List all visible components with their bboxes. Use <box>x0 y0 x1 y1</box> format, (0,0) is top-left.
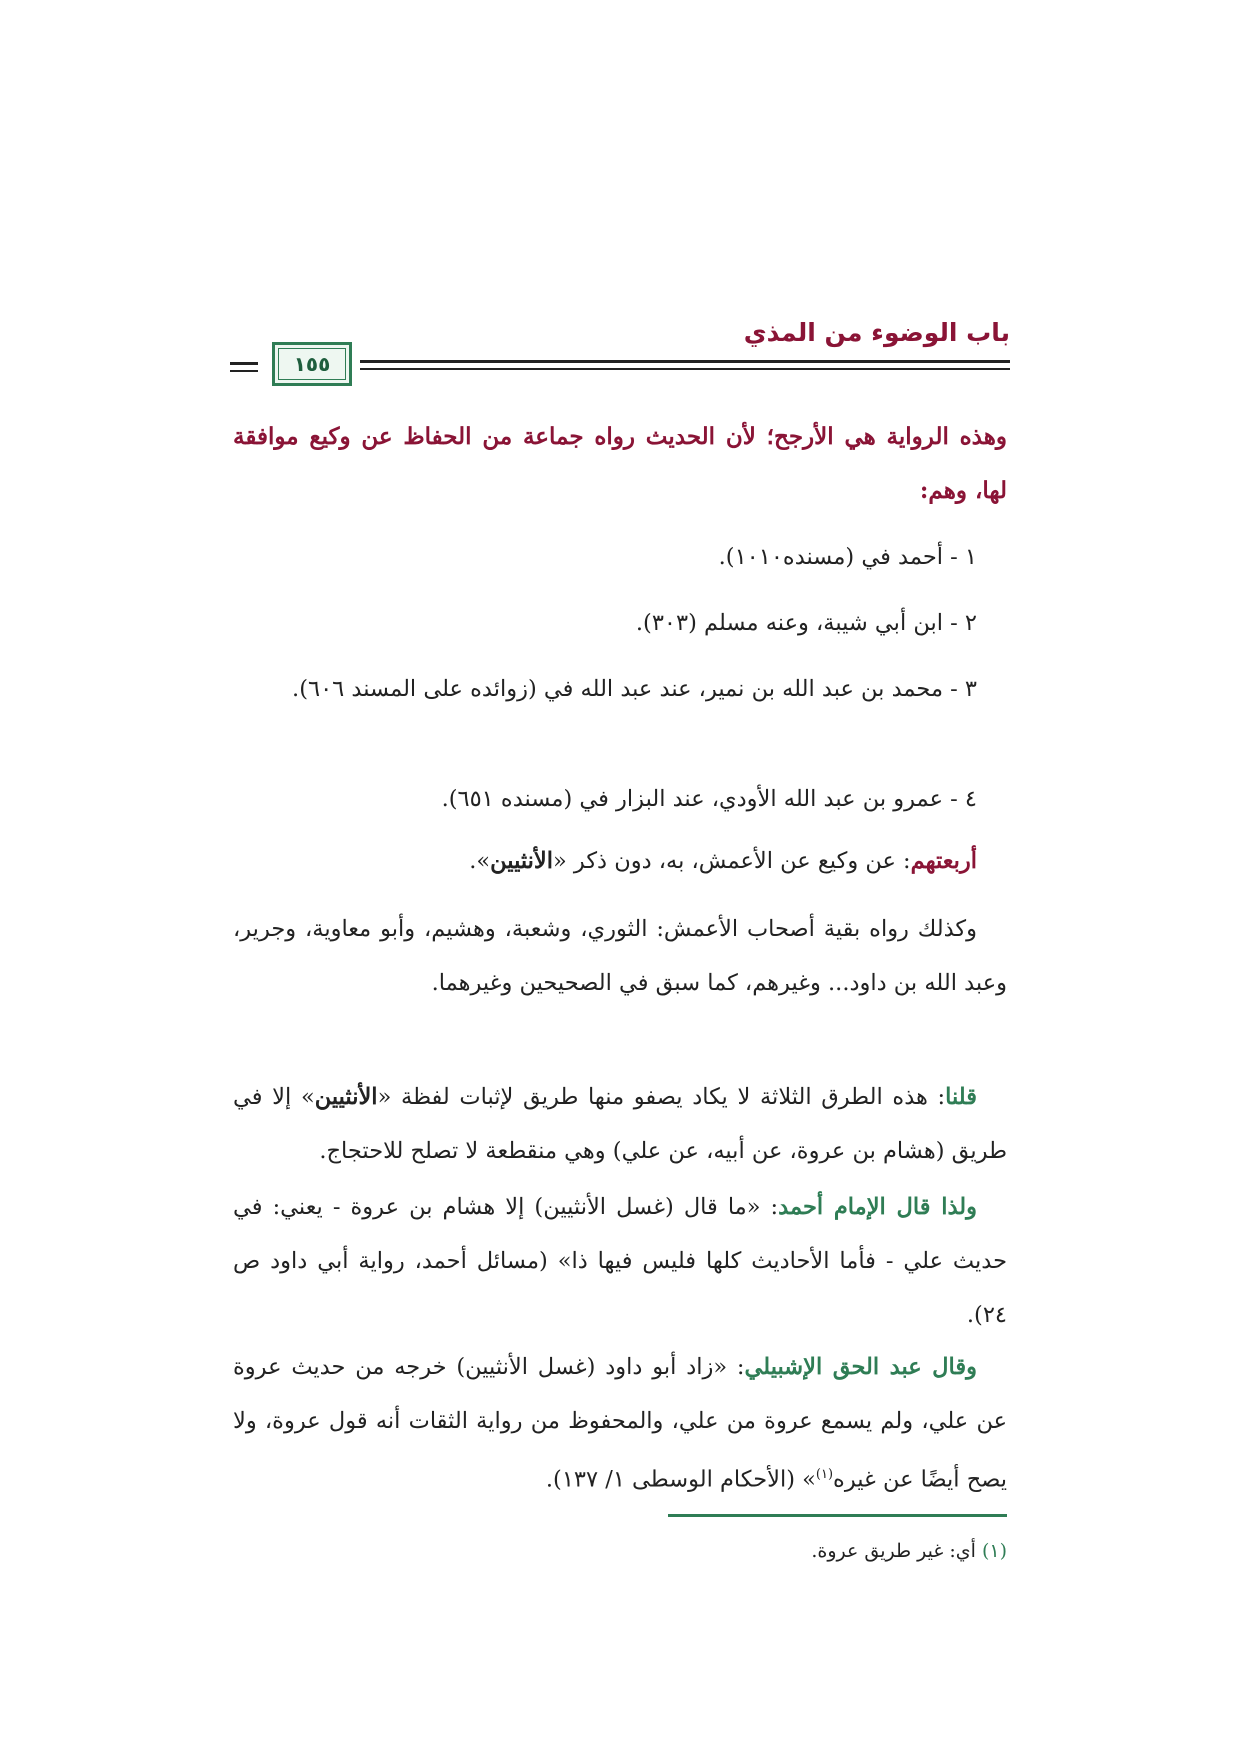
list-item-4: ٤ - عمرو بن عبد الله الأودي، عند البزار في (مسنده ٦٥١). <box>441 786 977 812</box>
header-rule-left-thin <box>230 370 258 372</box>
footnote-separator <box>668 1514 1007 1517</box>
qulna-paragraph <box>233 1070 1007 1178</box>
qulna-text-after: » إلا في طريق (هشام بن عروة، عن أبيه، عن علي) وهي منقطعة لا تصلح للاحتجاج. <box>233 1084 1007 1164</box>
arbaatuhum-label: أربعتهم <box>910 848 977 874</box>
header-rule-left <box>230 362 258 365</box>
arbaatuhum-paragraph <box>233 834 1007 888</box>
running-title: باب الوضوء من المذي <box>743 318 1010 347</box>
page-number-badge <box>272 342 352 386</box>
qulna-bold-word: الأنثيين <box>314 1084 378 1110</box>
header-rule-right <box>360 360 1010 363</box>
footnote-reference[interactable]: (١) <box>815 1467 834 1482</box>
companions-paragraph: وكذلك رواه بقية أصحاب الأعمش: الثوري، وشعبة، وهشيم، وأبو معاوية، وجرير، وعبد الله بن داود... وغيرهم، كما سبق في الصحيحين وغيرهما. <box>233 916 1007 996</box>
ishbili-text-before: : «زاد أبو داود (غسل الأنثيين) خرجه من حديث عروة عن علي، ولم يسمع عروة من علي، والمحفوظ من رواية الثقات أنه قول عروة، ولا يصح أيضًا عن غيره <box>233 1354 1007 1493</box>
list-item-3: ٣ - محمد بن عبد الله بن نمير، عند عبد الله في (زوائده على المسند ٦٠٦). <box>292 676 977 702</box>
intro-text: وهذه الرواية هي الأرجح؛ لأن الحديث رواه جماعة من الحفاظ عن وكيع موافقة لها، وهم: <box>233 423 1007 504</box>
footnote-number: (١) <box>981 1540 1007 1562</box>
ahmad-label: ولذا قال الإمام أحمد <box>778 1194 977 1220</box>
arbaatuhum-bold-word: الأنثيين <box>490 848 553 874</box>
intro-paragraph <box>233 410 1007 518</box>
qulna-label: قلنا <box>945 1084 977 1110</box>
page-header <box>230 312 1010 392</box>
list-item-1: ١ - أحمد في (مسنده١٠١٠). <box>718 544 977 570</box>
ishbili-label: وقال عبد الحق الإشبيلي <box>744 1354 977 1380</box>
arbaatuhum-text-after: ». <box>469 848 491 874</box>
ishbili-paragraph <box>233 1340 1007 1507</box>
header-rule-right-thin <box>360 368 1010 370</box>
footnote <box>811 1540 1007 1562</box>
footnote-text: أي: غير طريق عروة. <box>811 1540 982 1562</box>
ahmad-text: : «ما قال (غسل الأنثيين) إلا هشام بن عروة - يعني: في حديث علي - فأما الأحاديث كلها فليس فيها ذا» (مسائل أحمد، رواية أبي داود ص ٢٤). <box>233 1194 1007 1328</box>
qulna-text-before: : هذه الطرق الثلاثة لا يكاد يصفو منها طريق لإثبات لفظة « <box>377 1084 946 1110</box>
arbaatuhum-text-before: : عن وكيع عن الأعمش، به، دون ذكر « <box>553 848 911 874</box>
ishbili-text-after: » (الأحكام الوسطى ١/ ١٣٧). <box>545 1466 816 1493</box>
page-number: ١٥٥ <box>293 352 331 376</box>
list-item-2: ٢ - ابن أبي شيبة، وعنه مسلم (٣٠٣). <box>635 610 977 636</box>
ahmad-paragraph <box>233 1180 1007 1342</box>
